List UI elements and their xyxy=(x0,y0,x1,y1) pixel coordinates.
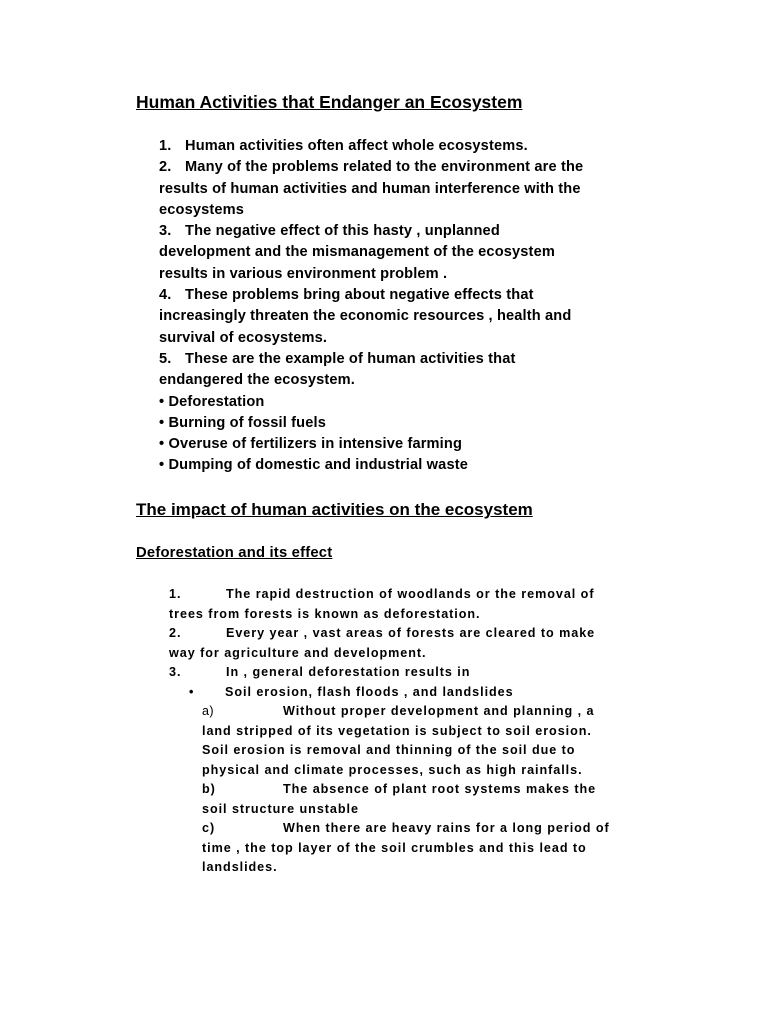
list-text: Without proper development and planning , a xyxy=(283,704,595,718)
sub-item-line xyxy=(169,839,639,859)
list-number: 5. xyxy=(159,350,172,367)
list-number: 1. xyxy=(159,138,172,154)
list-line xyxy=(169,624,639,644)
list-text: time , the top layer of the soil crumbles and this lead to xyxy=(202,840,587,855)
list-number: 3. xyxy=(169,665,182,679)
heading-human-activities: Human Activities that Endanger an Ecosystem xyxy=(136,92,523,112)
list-line xyxy=(159,264,659,285)
list-line xyxy=(159,200,659,221)
bullet-line xyxy=(169,683,639,703)
sub-item-line xyxy=(169,722,639,742)
list-text: • Overuse of fertilizers in intensive farming xyxy=(159,436,463,453)
list-text: Every year , vast areas of forests are cleared to make xyxy=(226,626,596,640)
list-text: physical and climate processes, such as high rainfalls. xyxy=(202,762,583,777)
heading-deforestation: Deforestation and its effect xyxy=(136,545,333,561)
list-number: 4. xyxy=(159,287,172,304)
sub-item-line xyxy=(169,780,639,800)
sub-item-line xyxy=(169,819,639,839)
list-text: development and the mismanagement of the ecosystem xyxy=(159,244,555,261)
list-text: Soil erosion is removal and thinning of the soil due to xyxy=(202,743,576,757)
list-text: soil structure unstable xyxy=(202,801,359,816)
heading-impact: The impact of human activities on the ecosystem xyxy=(136,500,533,519)
list-line xyxy=(169,605,639,625)
list-text: results of human activities and human interference with the xyxy=(159,180,581,197)
list-number: 2. xyxy=(169,626,182,640)
list-text: • Burning of fossil fuels xyxy=(159,414,326,431)
list-line xyxy=(159,349,659,370)
list-text: • Deforestation xyxy=(159,393,265,410)
list-line xyxy=(159,221,659,242)
bullet-line xyxy=(159,413,659,434)
list-line xyxy=(159,328,659,349)
list-number: 2. xyxy=(159,159,172,176)
list-text: The rapid destruction of woodlands or the removal of xyxy=(226,587,595,601)
sub-item-line xyxy=(169,858,639,878)
list-text: Soil erosion, flash floods , and landslides xyxy=(225,684,514,699)
list-text: way for agriculture and development. xyxy=(169,645,427,660)
sub-item-label: a) xyxy=(202,704,214,718)
list-number: 1. xyxy=(169,587,182,601)
list-text: When there are heavy rains for a long period of xyxy=(283,821,610,835)
list-text: The absence of plant root systems makes the xyxy=(283,782,597,796)
bullet-symbol: • xyxy=(189,684,195,699)
list-text: landslides. xyxy=(202,860,278,874)
sub-item-line xyxy=(169,761,639,781)
deforestation-list xyxy=(169,585,639,878)
list-text: land stripped of its vegetation is subject to soil erosion. xyxy=(202,723,592,738)
list-line xyxy=(159,285,659,306)
sub-item-label: c) xyxy=(202,821,216,835)
list-text: These are the example of human activities that xyxy=(185,350,516,367)
list-line xyxy=(159,157,659,178)
list-text: Human activities often affect whole ecosystems. xyxy=(185,138,528,154)
bullet-line xyxy=(159,392,659,413)
list-line xyxy=(169,644,639,664)
list-number: 3. xyxy=(159,223,172,240)
list-text: The negative effect of this hasty , unplanned xyxy=(185,223,500,240)
bullet-line xyxy=(159,434,659,455)
human-activities-list xyxy=(159,136,659,477)
list-line xyxy=(169,663,639,683)
list-text: Many of the problems related to the environment are the xyxy=(185,159,584,176)
list-line xyxy=(169,585,639,605)
list-line xyxy=(159,136,659,157)
sub-item-label: b) xyxy=(202,782,216,796)
bullet-line xyxy=(159,455,659,476)
list-text: endangered the ecosystem. xyxy=(159,372,355,389)
list-text: survival of ecosystems. xyxy=(159,329,328,346)
list-text: • Dumping of domestic and industrial waste xyxy=(159,457,468,474)
list-text: results in various environment problem . xyxy=(159,265,448,282)
list-text: trees from forests is known as deforestation. xyxy=(169,606,481,621)
list-line xyxy=(159,242,659,263)
list-text: These problems bring about negative effects that xyxy=(185,287,534,304)
list-text: increasingly threaten the economic resources , health and xyxy=(159,308,572,325)
sub-item-line xyxy=(169,702,639,722)
list-text: In , general deforestation results in xyxy=(226,665,471,679)
sub-item-line xyxy=(169,800,639,820)
list-line xyxy=(159,370,659,391)
list-line xyxy=(159,179,659,200)
list-text: ecosystems xyxy=(159,201,245,218)
sub-item-line xyxy=(169,741,639,761)
list-line xyxy=(159,306,659,327)
